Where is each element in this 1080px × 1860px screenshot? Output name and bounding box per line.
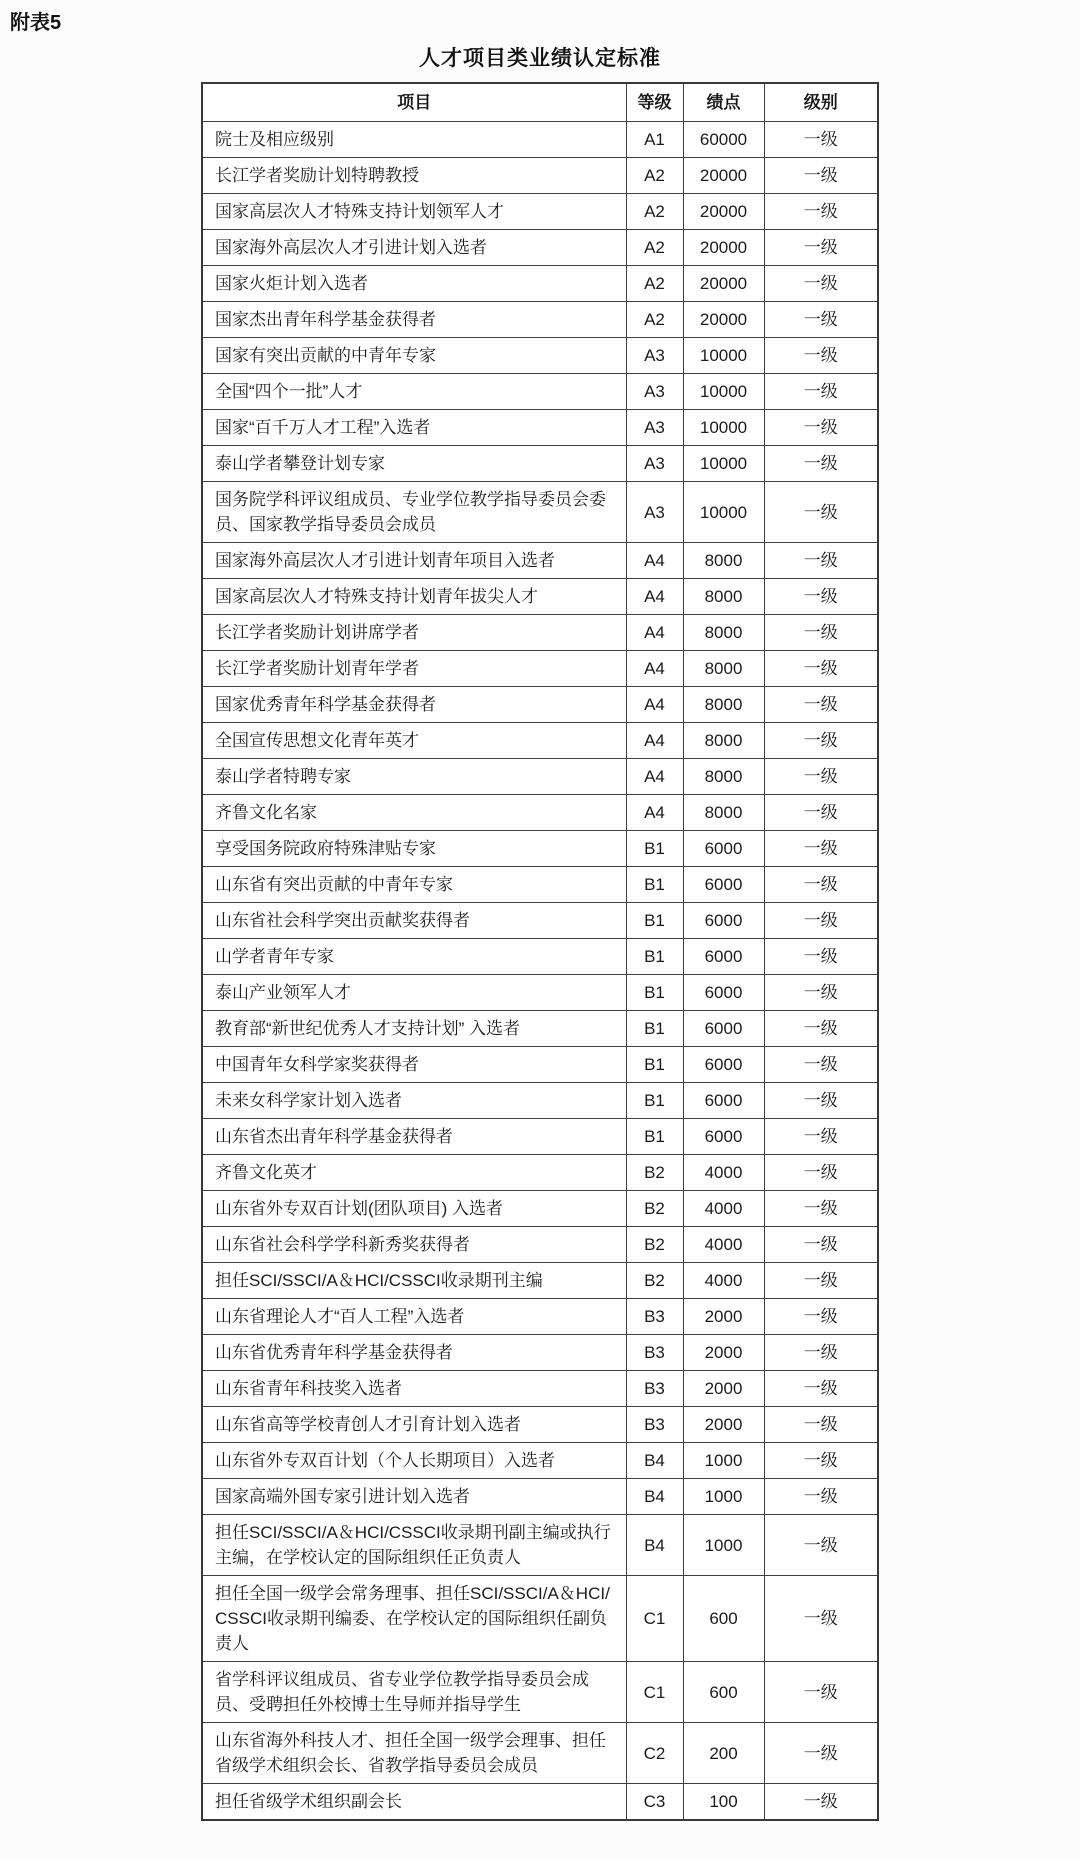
points-cell: 20000 — [683, 230, 764, 266]
project-cell: 全国宣传思想文化青年英才 — [202, 723, 626, 759]
grade-cell: A4 — [626, 615, 683, 651]
table-row — [202, 1083, 878, 1119]
level-cell: 一级 — [764, 795, 878, 831]
table-row — [202, 1011, 878, 1047]
grade-cell: B4 — [626, 1515, 683, 1576]
points-cell: 4000 — [683, 1155, 764, 1191]
project-cell: 山东省杰出青年科学基金获得者 — [202, 1119, 626, 1155]
level-cell: 一级 — [764, 723, 878, 759]
points-cell: 10000 — [683, 338, 764, 374]
project-cell: 担任SCI/SSCI/A＆HCI/CSSCI收录期刊主编 — [202, 1263, 626, 1299]
grade-cell: A3 — [626, 410, 683, 446]
table-row — [202, 723, 878, 759]
project-cell: 长江学者奖励计划讲席学者 — [202, 615, 626, 651]
table-row — [202, 230, 878, 266]
grade-cell: B3 — [626, 1335, 683, 1371]
points-cell: 6000 — [683, 1119, 764, 1155]
level-cell: 一级 — [764, 1784, 878, 1821]
grade-cell: B1 — [626, 1011, 683, 1047]
level-cell: 一级 — [764, 867, 878, 903]
grade-cell: A1 — [626, 122, 683, 158]
project-cell: 中国青年女科学家奖获得者 — [202, 1047, 626, 1083]
grade-cell: C3 — [626, 1784, 683, 1821]
level-cell: 一级 — [764, 831, 878, 867]
table-row — [202, 374, 878, 410]
points-cell: 1000 — [683, 1515, 764, 1576]
table-row — [202, 1407, 878, 1443]
table-row — [202, 122, 878, 158]
level-cell: 一级 — [764, 1443, 878, 1479]
grade-cell: B2 — [626, 1227, 683, 1263]
points-cell: 6000 — [683, 1011, 764, 1047]
grade-cell: A3 — [626, 374, 683, 410]
table-row — [202, 410, 878, 446]
table-row — [202, 338, 878, 374]
project-cell: 山东省优秀青年科学基金获得者 — [202, 1335, 626, 1371]
grade-cell: A4 — [626, 759, 683, 795]
project-cell: 国家有突出贡献的中青年专家 — [202, 338, 626, 374]
table-row — [202, 687, 878, 723]
grade-cell: C1 — [626, 1576, 683, 1662]
project-cell: 国家高层次人才特殊支持计划领军人才 — [202, 194, 626, 230]
grade-cell: B3 — [626, 1371, 683, 1407]
appendix-label: 附表5 — [10, 12, 62, 34]
points-cell: 10000 — [683, 410, 764, 446]
points-cell: 1000 — [683, 1443, 764, 1479]
grade-cell: A3 — [626, 338, 683, 374]
points-cell: 8000 — [683, 579, 764, 615]
points-cell: 20000 — [683, 302, 764, 338]
points-cell: 600 — [683, 1576, 764, 1662]
table-row — [202, 939, 878, 975]
level-cell: 一级 — [764, 1335, 878, 1371]
table-body — [202, 122, 878, 1821]
grade-cell: A4 — [626, 651, 683, 687]
standards-table — [201, 82, 879, 1821]
grade-cell: B1 — [626, 867, 683, 903]
level-cell: 一级 — [764, 651, 878, 687]
points-cell: 20000 — [683, 158, 764, 194]
grade-cell: C2 — [626, 1723, 683, 1784]
points-cell: 8000 — [683, 543, 764, 579]
level-cell: 一级 — [764, 158, 878, 194]
grade-cell: C1 — [626, 1662, 683, 1723]
table-row — [202, 1515, 878, 1576]
level-cell: 一级 — [764, 1263, 878, 1299]
table-row — [202, 651, 878, 687]
project-cell: 教育部“新世纪优秀人才支持计划” 入选者 — [202, 1011, 626, 1047]
level-cell: 一级 — [764, 579, 878, 615]
grade-cell: A2 — [626, 266, 683, 302]
level-cell: 一级 — [764, 1155, 878, 1191]
points-cell: 8000 — [683, 759, 764, 795]
project-cell: 国家海外高层次人才引进计划入选者 — [202, 230, 626, 266]
level-cell: 一级 — [764, 759, 878, 795]
project-cell: 长江学者奖励计划青年学者 — [202, 651, 626, 687]
project-cell: 山东省海外科技人才、担任全国一级学会理事、担任省级学术组织会长、省教学指导委员会成员 — [202, 1723, 626, 1784]
points-cell: 8000 — [683, 651, 764, 687]
grade-cell: B4 — [626, 1443, 683, 1479]
level-cell: 一级 — [764, 615, 878, 651]
points-cell: 8000 — [683, 795, 764, 831]
grade-cell: B2 — [626, 1263, 683, 1299]
points-cell: 4000 — [683, 1263, 764, 1299]
points-cell: 8000 — [683, 723, 764, 759]
table-row — [202, 1479, 878, 1515]
project-cell: 国家火炬计划入选者 — [202, 266, 626, 302]
grade-cell: A2 — [626, 158, 683, 194]
points-cell: 2000 — [683, 1371, 764, 1407]
points-cell: 8000 — [683, 687, 764, 723]
table-row — [202, 975, 878, 1011]
level-cell: 一级 — [764, 687, 878, 723]
project-cell: 山东省社会科学学科新秀奖获得者 — [202, 1227, 626, 1263]
points-cell: 20000 — [683, 266, 764, 302]
project-cell: 山东省外专双百计划（个人长期项目）入选者 — [202, 1443, 626, 1479]
points-cell: 8000 — [683, 615, 764, 651]
table-row — [202, 1784, 878, 1821]
project-cell: 担任省级学术组织副会长 — [202, 1784, 626, 1821]
grade-cell: B1 — [626, 1119, 683, 1155]
points-cell: 10000 — [683, 446, 764, 482]
level-cell: 一级 — [764, 194, 878, 230]
table-row — [202, 302, 878, 338]
grade-cell: B1 — [626, 1083, 683, 1119]
project-cell: 全国“四个一批”人才 — [202, 374, 626, 410]
points-cell: 2000 — [683, 1335, 764, 1371]
project-cell: 齐鲁文化英才 — [202, 1155, 626, 1191]
points-cell: 200 — [683, 1723, 764, 1784]
col-header-level: 级别 — [764, 83, 878, 122]
project-cell: 山东省有突出贡献的中青年专家 — [202, 867, 626, 903]
grade-cell: B3 — [626, 1299, 683, 1335]
table-row — [202, 795, 878, 831]
grade-cell: A4 — [626, 543, 683, 579]
grade-cell: B3 — [626, 1407, 683, 1443]
grade-cell: A4 — [626, 579, 683, 615]
points-cell: 60000 — [683, 122, 764, 158]
level-cell: 一级 — [764, 338, 878, 374]
grade-cell: A3 — [626, 482, 683, 543]
grade-cell: B1 — [626, 831, 683, 867]
project-cell: 泰山学者攀登计划专家 — [202, 446, 626, 482]
project-cell: 担任全国一级学会常务理事、担任SCI/SSCI/A＆HCI/CSSCI收录期刊编委、在学校认定的国际组织任副负责人 — [202, 1576, 626, 1662]
points-cell: 6000 — [683, 939, 764, 975]
grade-cell: A4 — [626, 795, 683, 831]
project-cell: 国家杰出青年科学基金获得者 — [202, 302, 626, 338]
project-cell: 国务院学科评议组成员、专业学位教学指导委员会委员、国家教学指导委员会成员 — [202, 482, 626, 543]
points-cell: 1000 — [683, 1479, 764, 1515]
level-cell: 一级 — [764, 1723, 878, 1784]
project-cell: 山东省理论人才“百人工程”入选者 — [202, 1299, 626, 1335]
level-cell: 一级 — [764, 1083, 878, 1119]
points-cell: 6000 — [683, 975, 764, 1011]
level-cell: 一级 — [764, 1299, 878, 1335]
grade-cell: A4 — [626, 723, 683, 759]
project-cell: 齐鲁文化名家 — [202, 795, 626, 831]
points-cell: 6000 — [683, 903, 764, 939]
level-cell: 一级 — [764, 122, 878, 158]
table-row — [202, 1263, 878, 1299]
points-cell: 6000 — [683, 867, 764, 903]
points-cell: 4000 — [683, 1191, 764, 1227]
level-cell: 一级 — [764, 1515, 878, 1576]
level-cell: 一级 — [764, 1011, 878, 1047]
table-row — [202, 266, 878, 302]
table-row — [202, 543, 878, 579]
level-cell: 一级 — [764, 266, 878, 302]
level-cell: 一级 — [764, 1662, 878, 1723]
grade-cell: B4 — [626, 1479, 683, 1515]
table-row — [202, 759, 878, 795]
project-cell: 泰山学者特聘专家 — [202, 759, 626, 795]
page-title: 人才项目类业绩认定标准 — [419, 47, 661, 70]
table-row — [202, 1335, 878, 1371]
project-cell: 泰山产业领军人才 — [202, 975, 626, 1011]
grade-cell: B2 — [626, 1155, 683, 1191]
level-cell: 一级 — [764, 482, 878, 543]
points-cell: 6000 — [683, 1083, 764, 1119]
grade-cell: B1 — [626, 975, 683, 1011]
table-row — [202, 1191, 878, 1227]
table-row — [202, 579, 878, 615]
project-cell: 国家优秀青年科学基金获得者 — [202, 687, 626, 723]
table-row — [202, 482, 878, 543]
points-cell: 20000 — [683, 194, 764, 230]
table-row — [202, 903, 878, 939]
points-cell: 2000 — [683, 1407, 764, 1443]
level-cell: 一级 — [764, 302, 878, 338]
project-cell: 担任SCI/SSCI/A＆HCI/CSSCI收录期刊副主编或执行主编，在学校认定的国际组织任正负责人 — [202, 1515, 626, 1576]
table-row — [202, 1119, 878, 1155]
level-cell: 一级 — [764, 1119, 878, 1155]
level-cell: 一级 — [764, 939, 878, 975]
table-row — [202, 446, 878, 482]
table-row — [202, 1662, 878, 1723]
table-row — [202, 1576, 878, 1662]
grade-cell: B2 — [626, 1191, 683, 1227]
table-header — [202, 83, 878, 122]
col-header-grade: 等级 — [626, 83, 683, 122]
level-cell: 一级 — [764, 1227, 878, 1263]
col-header-points: 绩点 — [683, 83, 764, 122]
grade-cell: B1 — [626, 939, 683, 975]
level-cell: 一级 — [764, 446, 878, 482]
project-cell: 长江学者奖励计划特聘教授 — [202, 158, 626, 194]
points-cell: 6000 — [683, 1047, 764, 1083]
header-row — [202, 83, 878, 122]
grade-cell: A2 — [626, 194, 683, 230]
level-cell: 一级 — [764, 1371, 878, 1407]
level-cell: 一级 — [764, 230, 878, 266]
project-cell: 国家高层次人才特殊支持计划青年拔尖人才 — [202, 579, 626, 615]
table-row — [202, 831, 878, 867]
grade-cell: A2 — [626, 230, 683, 266]
points-cell: 100 — [683, 1784, 764, 1821]
level-cell: 一级 — [764, 374, 878, 410]
level-cell: 一级 — [764, 903, 878, 939]
project-cell: 院士及相应级别 — [202, 122, 626, 158]
col-header-project: 项目 — [202, 83, 626, 122]
table-row — [202, 867, 878, 903]
level-cell: 一级 — [764, 975, 878, 1011]
points-cell: 10000 — [683, 374, 764, 410]
project-cell: 山东省青年科技奖入选者 — [202, 1371, 626, 1407]
level-cell: 一级 — [764, 1407, 878, 1443]
level-cell: 一级 — [764, 1047, 878, 1083]
table-row — [202, 194, 878, 230]
points-cell: 10000 — [683, 482, 764, 543]
table-row — [202, 1299, 878, 1335]
grade-cell: A2 — [626, 302, 683, 338]
table-row — [202, 1443, 878, 1479]
table-row — [202, 615, 878, 651]
project-cell: 山东省高等学校青创人才引育计划入选者 — [202, 1407, 626, 1443]
points-cell: 4000 — [683, 1227, 764, 1263]
grade-cell: A4 — [626, 687, 683, 723]
project-cell: 山学者青年专家 — [202, 939, 626, 975]
level-cell: 一级 — [764, 1576, 878, 1662]
level-cell: 一级 — [764, 1191, 878, 1227]
project-cell: 山东省外专双百计划(团队项目) 入选者 — [202, 1191, 626, 1227]
table-row — [202, 1723, 878, 1784]
project-cell: 未来女科学家计划入选者 — [202, 1083, 626, 1119]
project-cell: 国家高端外国专家引进计划入选者 — [202, 1479, 626, 1515]
grade-cell: B1 — [626, 1047, 683, 1083]
level-cell: 一级 — [764, 543, 878, 579]
table-row — [202, 1371, 878, 1407]
project-cell: 享受国务院政府特殊津贴专家 — [202, 831, 626, 867]
table-row — [202, 158, 878, 194]
points-cell: 600 — [683, 1662, 764, 1723]
table-row — [202, 1047, 878, 1083]
grade-cell: A3 — [626, 446, 683, 482]
points-cell: 2000 — [683, 1299, 764, 1335]
project-cell: 国家海外高层次人才引进计划青年项目入选者 — [202, 543, 626, 579]
table-row — [202, 1155, 878, 1191]
project-cell: 省学科评议组成员、省专业学位教学指导委员会成员、受聘担任外校博士生导师并指导学生 — [202, 1662, 626, 1723]
level-cell: 一级 — [764, 410, 878, 446]
level-cell: 一级 — [764, 1479, 878, 1515]
table-row — [202, 1227, 878, 1263]
project-cell: 国家“百千万人才工程”入选者 — [202, 410, 626, 446]
points-cell: 6000 — [683, 831, 764, 867]
grade-cell: B1 — [626, 903, 683, 939]
project-cell: 山东省社会科学突出贡献奖获得者 — [202, 903, 626, 939]
